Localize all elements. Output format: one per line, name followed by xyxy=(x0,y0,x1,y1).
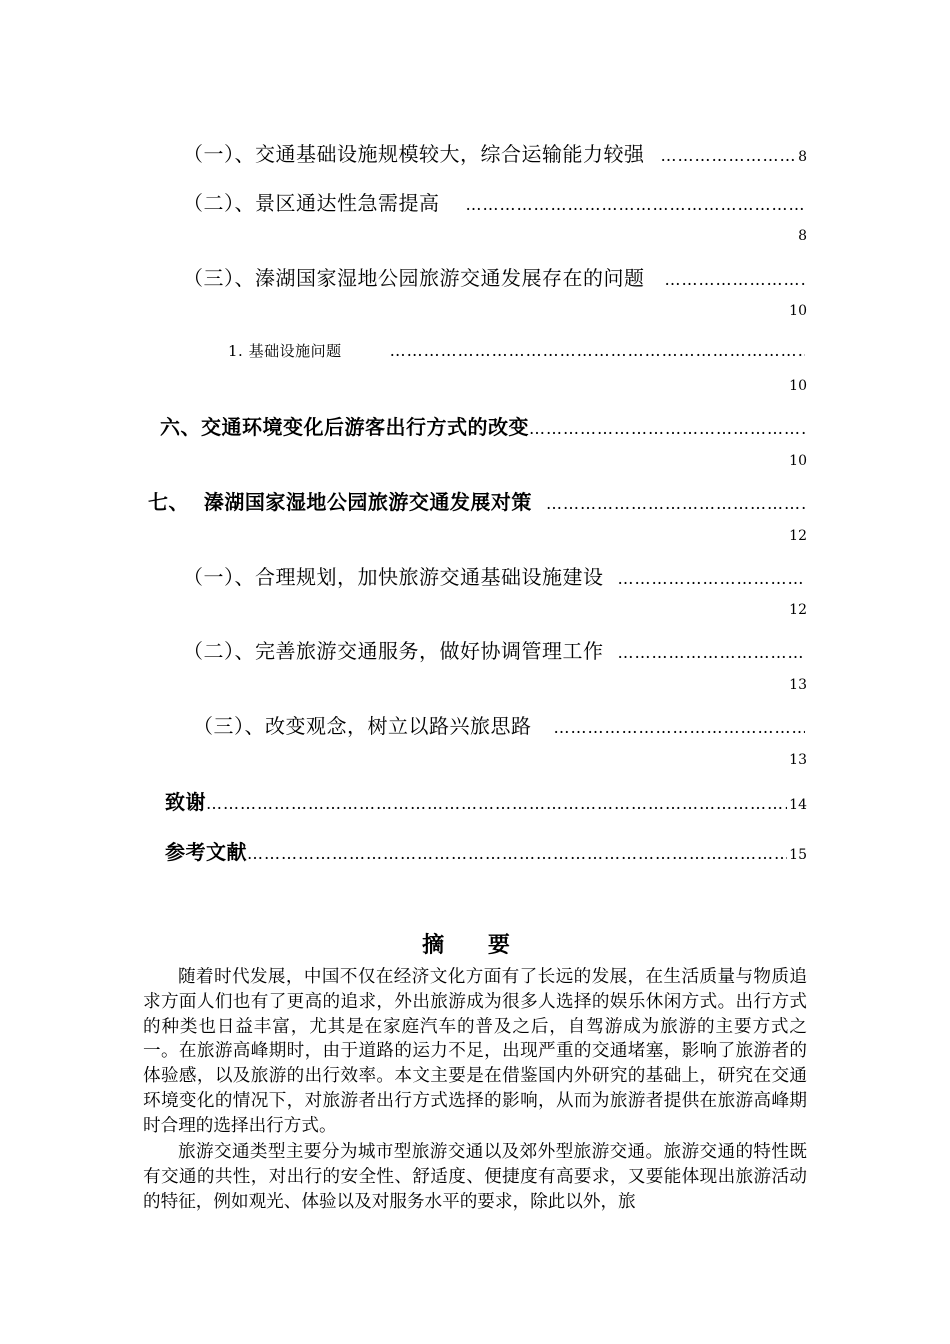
toc-entry[interactable] xyxy=(228,340,807,361)
toc-entry[interactable] xyxy=(183,262,807,291)
toc-entry-title: （一）、交通基础设施规模较大，综合运输能力较强 xyxy=(183,142,645,166)
abstract-paragraph: 旅游交通类型主要分为城市型旅游交通以及郊外型旅游交通。旅游交通的特性既有交通的共性，对出行的安全性、舒适度、便捷度有高要求，又要能体现出旅游活动的特征，例如观光、体验以及对服务水平的要求，除此以外，旅 xyxy=(143,1142,807,1212)
toc-entry[interactable] xyxy=(183,187,807,216)
toc-entry[interactable] xyxy=(183,561,807,590)
toc-entry-title: 1. 基础设施问题 xyxy=(228,342,342,360)
toc-entry[interactable] xyxy=(165,836,807,865)
toc-entry-page: 10 xyxy=(789,453,807,469)
toc-entry-page: 10 xyxy=(789,303,807,319)
toc-leader xyxy=(554,718,806,737)
toc-entry-title: （三）、改变观念，树立以路兴旅思路 xyxy=(193,714,532,738)
toc-leader xyxy=(247,844,787,863)
toc-entry-page: 13 xyxy=(789,752,807,768)
toc-entry-page: 15 xyxy=(789,847,807,863)
toc-entry-page: 8 xyxy=(798,228,807,244)
toc-entry-page: 14 xyxy=(789,797,807,813)
toc-entry-page: 12 xyxy=(789,528,807,544)
toc-entry-title: 七、 溱湖国家湿地公园旅游交通发展对策 xyxy=(148,490,532,514)
toc-leader xyxy=(390,341,805,360)
toc-entry[interactable] xyxy=(165,786,807,815)
abstract-title: 摘 要 xyxy=(422,933,528,958)
toc-entry-title: （三）、溱湖国家湿地公园旅游交通发展存在的问题 xyxy=(183,266,645,290)
toc-entry[interactable] xyxy=(183,138,807,167)
toc-leader xyxy=(665,270,806,289)
toc-entry-title: （二）、景区通达性急需提高 xyxy=(183,191,440,215)
toc-entry-page: 13 xyxy=(789,677,807,693)
toc-entry-page: 12 xyxy=(789,602,807,618)
abstract-paragraph: 随着时代发展，中国不仅在经济文化方面有了长远的发展，在生活质量与物质追求方面人们也有了更高的追求，外出旅游成为很多人选择的娱乐休闲方式。出行方式的种类也日益丰富，尤其是在家庭汽车的普及之后，自驾游成为旅游的主要方式之一。在旅游高峰期时，由于道路的运力不足，出现严重的交通堵塞，影响了旅游者的体验感，以及旅游的出行效率。本文主要是在借鉴国内外研究的基础上，研究在交通环境变化的情况下，对旅游者出行方式选择的影响，从而为旅游者提供在旅游高峰期时合理的选择出行方式。 xyxy=(143,967,807,1136)
toc-entry-page: 8 xyxy=(798,149,807,165)
toc-entry[interactable] xyxy=(160,411,807,440)
toc-leader xyxy=(661,146,797,165)
toc-entry-title: （一）、合理规划，加快旅游交通基础设施建设 xyxy=(183,565,604,589)
toc-leader xyxy=(206,794,787,813)
toc-entry-title: 致谢 xyxy=(165,790,206,814)
toc-leader xyxy=(618,569,806,588)
toc-entry-page: 10 xyxy=(789,378,807,394)
toc-entry-title: 参考文献 xyxy=(165,840,247,864)
toc-entry-title: （二）、完善旅游交通服务，做好协调管理工作 xyxy=(183,639,604,663)
toc-leader xyxy=(546,494,805,513)
toc-entry-title: 六、交通环境变化后游客出行方式的改变 xyxy=(160,415,529,439)
toc-leader xyxy=(466,195,806,214)
toc-leader xyxy=(618,643,806,662)
toc-entry[interactable] xyxy=(183,635,807,664)
toc-entry[interactable] xyxy=(193,710,807,739)
toc-entry[interactable] xyxy=(148,486,807,515)
toc-leader xyxy=(529,419,805,438)
